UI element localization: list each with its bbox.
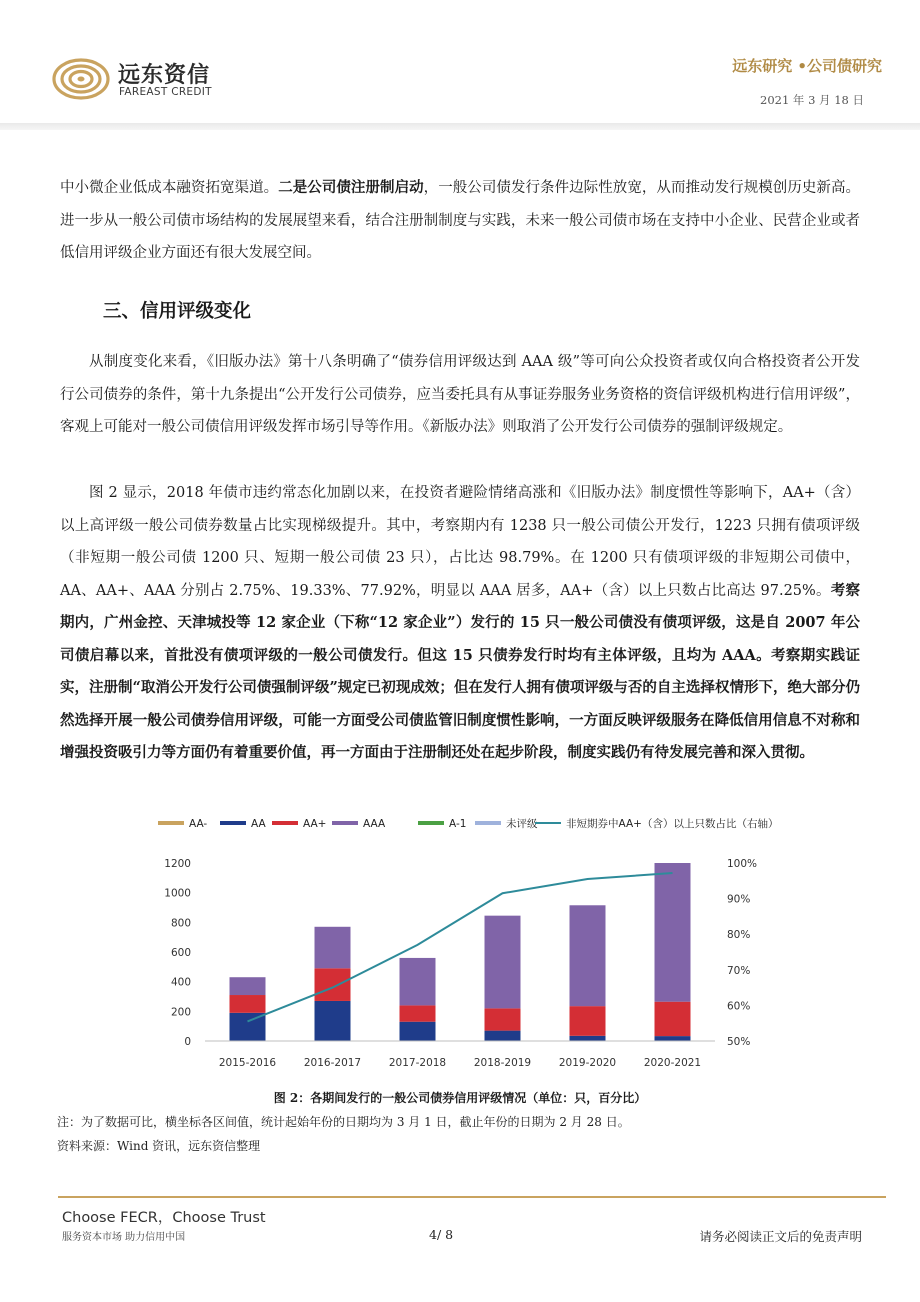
p1-text-c: ，一般公司债发行条件边际性放宽，从而推动发行规模创历史新高。进一步从一般公司债市场结构的发展展望来看，结合注册制制度与实践，未来一般公司债市场在支持中小企业、民营企业或者低信用评级企业方面还有很大发展空间。 xyxy=(60,180,861,261)
logo-cn-text: 远东资信 xyxy=(118,63,211,88)
legend-label-未评级: 未评级 xyxy=(506,818,538,830)
bar-AA+-2015-2016 xyxy=(230,995,266,1013)
y2-tick-label: 90% xyxy=(727,893,751,906)
bar-AAA-2016-2017 xyxy=(315,927,351,969)
bar-AA-2017-2018 xyxy=(400,1022,436,1041)
company-logo xyxy=(52,56,242,106)
legend-label-line: 非短期券中AA+（含）以上只数占比（右轴） xyxy=(566,818,779,830)
paragraph-2: 从制度变化来看，《旧版办法》第十八条明确了“债券信用评级达到 AAA 级”等可向公众投资者或仅向合格投资者公开发行公司债券的条件，第十九条提出“公开发行公司债券，应当委托具有从事证券服务业务资格的资信评级机构进行信用评级”，客观上可能对一般公司债信用评级发挥市场引导等作用。《新版办法》则取消了公开发行公司债券的强制评级规定。 xyxy=(60,354,860,435)
bar-AAA-2019-2020 xyxy=(570,905,606,1006)
paragraph-3 xyxy=(60,477,860,770)
y-tick-label: 0 xyxy=(184,1036,191,1048)
footer-disclaimer: 请务必阅读正文后的免责声明 xyxy=(699,1229,862,1244)
y-tick-label: 1200 xyxy=(164,858,191,870)
x-tick-label: 2016-2017 xyxy=(303,1057,362,1069)
paragraph-1 xyxy=(60,172,860,270)
p3-text-a: 图 2 显示，2018 年债市违约常态化加剧以来，在投资者避险情绪高涨和《旧版办法》制度惯性等影响下，AA+（含）以上高评级一般公司债券数量占比实现梯级提升。其中，考察期内有 1238 只一般公司债公开发行，1223 只拥有债项评级（非短期一般公司债 1200 只、短期一般公司债 23 只），占比达 98.79%。在 1200 只有债项评级的非短期公司债中，AA、AA+、AAA 分别占 2.75%、19.33%、77.92%，明显以 AAA 居多，AA+（含）以上只数占比高达 97.25%。 xyxy=(60,485,860,599)
x-tick-label: 2015-2016 xyxy=(218,1057,277,1069)
chart-caption: 图 2：各期间发行的一般公司债券信用评级情况（单位：只，百分比） xyxy=(273,1091,647,1105)
logo-en-text: FAREAST CREDIT xyxy=(119,86,212,98)
p1-bold-b: 二是公司债注册制启动 xyxy=(278,179,424,196)
y-tick-label: 800 xyxy=(170,917,191,930)
bar-AA-2018-2019 xyxy=(485,1031,521,1041)
p1-text-a: 中小微企业低成本融资拓宽渠道。 xyxy=(60,180,279,196)
legend-swatch-AA xyxy=(220,821,246,825)
legend-swatch-AA+ xyxy=(272,821,298,825)
legend-label-AA: AA xyxy=(251,818,266,830)
y2-tick-label: 70% xyxy=(727,964,751,977)
rating-chart xyxy=(150,808,800,1083)
footer-slogan-sub: 服务资本市场 助力信用中国 xyxy=(62,1232,186,1243)
bar-AA+-2020-2021 xyxy=(655,1002,691,1036)
line-series-aa-plus-share xyxy=(248,873,673,1021)
legend-label-A-1: A-1 xyxy=(449,818,467,830)
y-tick-label: 400 xyxy=(170,976,191,989)
chart-note: 注：为了数据可比，横坐标各区间值，统计起始年份的日期均为 3 月 1 日，截止年份的日期为 2 月 28 日。 xyxy=(57,1115,630,1129)
section-title: 三、信用评级变化 xyxy=(103,301,252,322)
report-type: 远东研究 •公司债研究 xyxy=(732,57,882,75)
legend-swatch-A-1 xyxy=(418,821,444,825)
rating-chart-svg xyxy=(150,808,800,1083)
legend-label-AA-: AA- xyxy=(189,818,208,830)
bar-AAA-2017-2018 xyxy=(400,958,436,1005)
chart-source: 资料来源：Wind 资讯，远东资信整理 xyxy=(57,1139,261,1153)
page-header xyxy=(0,0,920,130)
legend-label-AA+: AA+ xyxy=(303,818,327,830)
bar-AA+-2018-2019 xyxy=(485,1008,521,1030)
bar-AAA-2015-2016 xyxy=(230,977,266,995)
footer-divider xyxy=(58,1196,886,1198)
legend-swatch-AAA xyxy=(332,821,358,825)
report-date: 2021 年 3 月 18 日 xyxy=(760,93,864,107)
logo-rings-icon xyxy=(52,56,110,102)
page-number: 4/ 8 xyxy=(429,1227,454,1242)
legend-swatch-未评级 xyxy=(475,821,501,825)
x-tick-label: 2017-2018 xyxy=(388,1057,447,1069)
bar-AA+-2017-2018 xyxy=(400,1005,436,1021)
y2-tick-label: 50% xyxy=(727,1036,751,1048)
bar-AA+-2016-2017 xyxy=(315,968,351,1001)
p3-bold-b: 考察期内，广州金控、天津城投等 12 家企业（下称“12 家企业”）发行的 15 只一般公司债没有债项评级，这是自 2007 年公司债启幕以来，首批没有债项评级的一般公司债发行。但这 15 只债券发行时均有主体评级，且均为 AAA。考察期实践证实，注册制“取消公开发行公司债强制评级”规定已初现成效；但在发行人拥有债项评级与否的自主选择权情形下，绝大部分仍然选择开展一般公司债券信用评级，可能一方面受公司债监管旧制度惯性影响，一方面反映评级服务在降低信用信息不对称和增强投资吸引力等方面仍有着重要价值，再一方面由于注册制还处在起步阶段，制度实践仍有待发展完善和深入贯彻。 xyxy=(60,581,860,761)
bar-AAA-2018-2019 xyxy=(485,916,521,1009)
y-tick-label: 600 xyxy=(170,947,191,959)
y-tick-label: 1000 xyxy=(164,887,191,900)
x-tick-label: 2019-2020 xyxy=(558,1057,617,1069)
y2-tick-label: 60% xyxy=(727,1000,751,1013)
legend-swatch-AA- xyxy=(158,821,184,825)
y2-tick-label: 80% xyxy=(727,929,751,942)
header-divider xyxy=(0,123,920,130)
bar-AA+-2019-2020 xyxy=(570,1006,606,1036)
bar-AA-2016-2017 xyxy=(315,1001,351,1041)
y2-tick-label: 100% xyxy=(727,858,758,870)
legend-label-AAA: AAA xyxy=(363,818,386,830)
x-tick-label: 2020-2021 xyxy=(643,1057,702,1069)
y-tick-label: 200 xyxy=(170,1006,191,1019)
bar-AA-2020-2021 xyxy=(655,1036,691,1041)
bar-AA-2019-2020 xyxy=(570,1036,606,1041)
bar-AAA-2020-2021 xyxy=(655,863,691,1002)
x-tick-label: 2018-2019 xyxy=(473,1057,532,1069)
footer-slogan: Choose FECR，Choose Trust xyxy=(62,1210,266,1226)
